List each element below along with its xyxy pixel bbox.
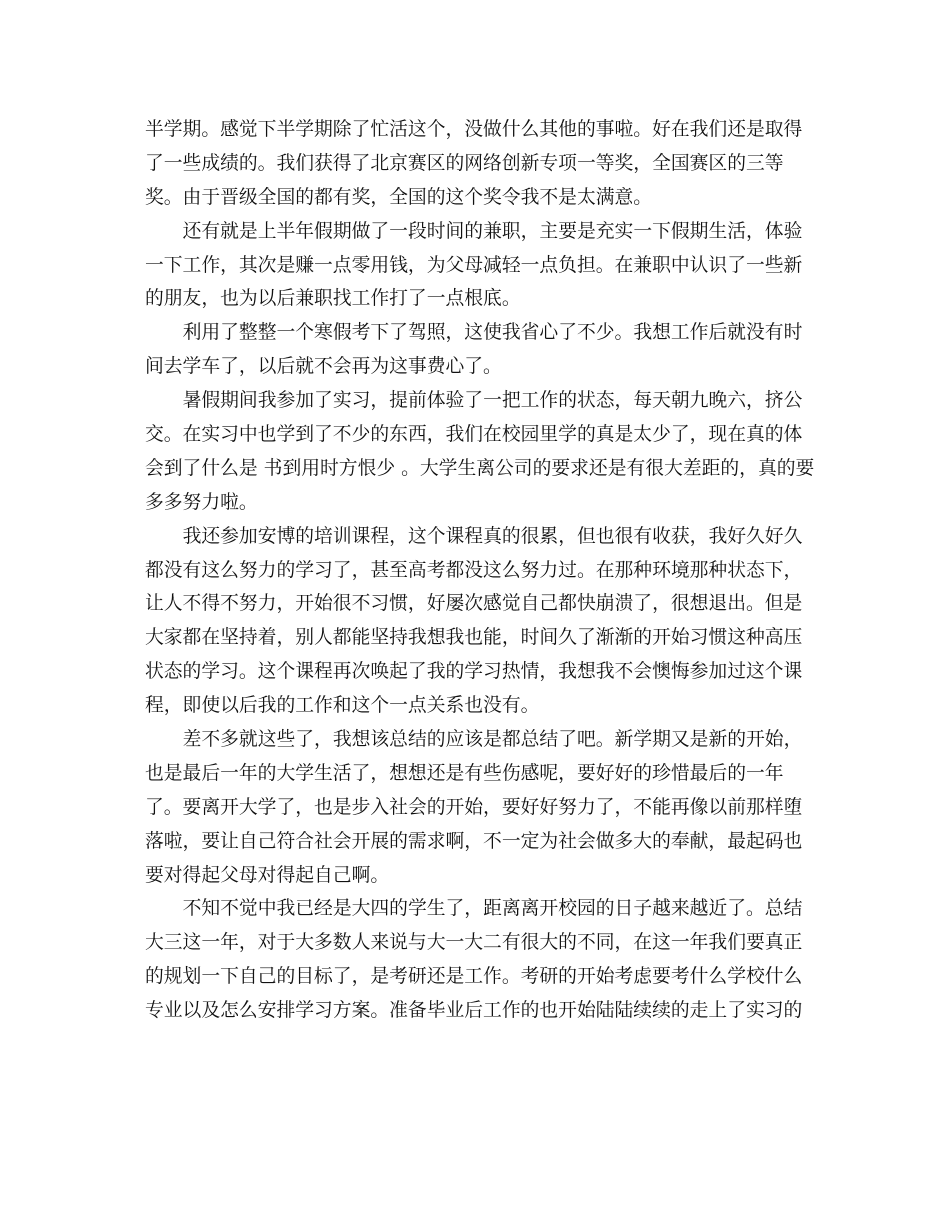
text-line: 一下工作，其次是赚一点零用钱，为父母减轻一点负担。在兼职中认识了一些新 bbox=[145, 254, 803, 276]
text-line: 状态的学习。这个课程再次唤起了我的学习热情，我想我不会懊悔参加过这个课 bbox=[145, 661, 803, 683]
text-line: 了。要离开大学了，也是步入社会的开始，要好好努力了，不能再像以前那样堕 bbox=[145, 796, 803, 818]
text-line: 半学期。感觉下半学期除了忙活这个，没做什么其他的事啦。好在我们还是取得 bbox=[145, 119, 803, 140]
paragraph-first-line: 利用了整整一个寒假考下了驾照，这使我省心了不少。我想工作后就没有时 bbox=[182, 322, 803, 344]
paragraph-first-line: 暑假期间我参加了实习，提前体验了一把工作的状态，每天朝九晚六，挤公 bbox=[182, 390, 803, 412]
text-line: 会到了什么是 书到用时方恨少 。大学生离公司的要求还是有很大差距的，真的要 bbox=[145, 457, 815, 479]
text-line: 让人不得不努力，开始很不习惯，好屡次感觉自己都快崩溃了，很想退出。但是 bbox=[145, 593, 803, 615]
text-line: 间去学车了，以后就不会再为这事费心了。 bbox=[145, 356, 502, 378]
text-line: 落啦，要让自己符合社会开展的需求啊，不一定为社会做多大的奉献，最起码也 bbox=[145, 830, 803, 852]
paragraph-first-line: 差不多就这些了，我想该总结的应该是都总结了吧。新学期又是新的开始， bbox=[182, 729, 803, 751]
text-line: 大三这一年，对于大多数人来说与大一大二有很大的不同，在这一年我们要真正 bbox=[145, 932, 803, 954]
text-line: 多多努力啦。 bbox=[145, 491, 258, 513]
paragraph-first-line: 不知不觉中我已经是大四的学生了，距离离开校园的日子越来越近了。总结 bbox=[182, 898, 803, 920]
text-line: 也是最后一年的大学生活了，想想还是有些伤感呢，要好好的珍惜最后的一年 bbox=[145, 762, 784, 784]
text-line: 交。在实习中也学到了不少的东西，我们在校园里学的真是太少了，现在真的体 bbox=[145, 424, 803, 446]
text-line: 都没有这么努力的学习了，甚至高考都没这么努力过。在那种环境那种状态下， bbox=[145, 559, 803, 581]
text-line: 的朋友，也为以后兼职找工作打了一点根底。 bbox=[145, 288, 521, 310]
paragraph-first-line: 我还参加安博的培训课程，这个课程真的很累，但也很有收获，我好久好久 bbox=[182, 525, 803, 547]
text-line: 专业以及怎么安排学习方案。准备毕业后工作的也开始陆陆续续的走上了实习的 bbox=[145, 1000, 803, 1022]
text-line: 了一些成绩的。我们获得了北京赛区的网络创新专项一等奖，全国赛区的三等 bbox=[145, 152, 784, 174]
document-body bbox=[145, 113, 815, 1028]
text-line: 程，即使以后我的工作和这个一点关系也没有。 bbox=[145, 695, 540, 717]
paragraph-first-line: 还有就是上半年假期做了一段时间的兼职，主要是充实一下假期生活，体验 bbox=[182, 220, 803, 242]
text-line: 的规划一下自己的目标了，是考研还是工作。考研的开始考虑要考什么学校什么 bbox=[145, 966, 803, 988]
text-line: 要对得起父母对得起自己啊。 bbox=[145, 864, 390, 886]
text-line: 奖。由于晋级全国的都有奖，全国的这个奖令我不是太满意。 bbox=[145, 186, 653, 208]
text-line: 大家都在坚持着，别人都能坚持我想我也能，时间久了渐渐的开始习惯这种高压 bbox=[145, 627, 803, 649]
